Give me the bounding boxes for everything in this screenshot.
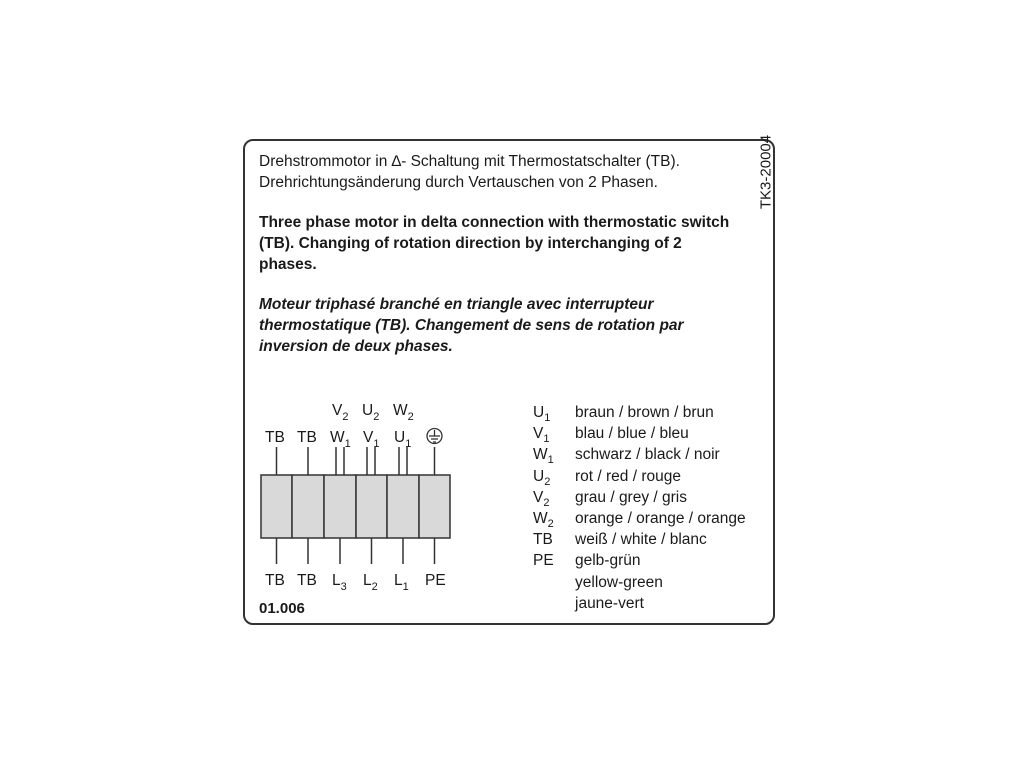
legend-description: yellow-green xyxy=(575,573,663,591)
label-code: TK3-20004 xyxy=(757,134,775,210)
terminal-block-diagram xyxy=(245,141,777,627)
terminal-label-bottom: TB xyxy=(265,572,285,589)
terminal-label-top: TB xyxy=(265,429,285,446)
legend-description: gelb-grün xyxy=(575,552,641,570)
legend-description: schwarz / black / noir xyxy=(575,446,720,464)
legend-description: blau / blue / bleu xyxy=(575,425,689,443)
wire-color-legend xyxy=(533,402,746,614)
legend-description: braun / brown / brun xyxy=(575,404,714,421)
terminal-label-top: $V_1$ xyxy=(363,429,380,450)
legend-code: $V_1$ xyxy=(533,425,550,446)
german-description: Drehstrommotor in ∆- Schaltung mit Thermostatschalter (TB). Drehrichtungsänderung durch Vertauschen von 2 Phasen. xyxy=(259,153,680,191)
terminal-cell xyxy=(419,475,450,538)
legend-row xyxy=(533,487,687,509)
earth-ground-icon xyxy=(427,429,442,444)
legend-code: $W_2$ xyxy=(533,509,554,530)
terminal-label-top: TB xyxy=(297,429,317,446)
terminal-label-bottom: $L_1$ xyxy=(394,572,409,593)
terminal-cell xyxy=(356,475,387,538)
legend-row xyxy=(533,423,689,446)
legend-code: $U_1$ xyxy=(533,404,551,424)
terminal-label-bottom: $L_3$ xyxy=(332,572,347,593)
legend-description: grau / grey / gris xyxy=(575,488,687,506)
legend-row xyxy=(533,550,663,571)
legend-row xyxy=(533,402,714,424)
figure-number: 01.006 xyxy=(259,600,305,617)
terminal-cell xyxy=(387,475,419,538)
terminal-label-bottom: TB xyxy=(297,572,317,589)
legend-row xyxy=(533,466,681,488)
legend-code: PE xyxy=(533,552,554,570)
legend-description: orange / orange / orange xyxy=(575,509,746,527)
terminal-label-bottom: PE xyxy=(425,572,446,589)
french-description: Moteur triphasé branché en triangle avec interrupteur thermostatique (TB). Changement de sens de rotation par inversion de deux phases. xyxy=(259,296,684,355)
legend-code: TB xyxy=(533,531,553,549)
terminal-label-top: $W_2$ xyxy=(393,402,414,423)
terminal-label-bottom: $L_2$ xyxy=(363,572,378,593)
terminal-label-top: $W_1$ xyxy=(330,429,351,450)
terminal-label-top: $V_2$ xyxy=(332,402,349,423)
terminal-cell xyxy=(324,475,356,538)
legend-code: $W_1$ xyxy=(533,446,554,467)
legend-code: $U_2$ xyxy=(533,467,551,488)
legend-row xyxy=(533,529,707,550)
wiring-label xyxy=(243,134,775,625)
english-description: Three phase motor in delta connection with thermostatic switch (TB). Changing of rotation direction by interchanging of 2 phases. xyxy=(259,214,730,273)
terminal-cell xyxy=(292,475,324,538)
terminal-cell xyxy=(261,475,292,538)
legend-code: $V_2$ xyxy=(533,488,550,509)
legend-row xyxy=(533,508,746,530)
terminal-label-top: $U_2$ xyxy=(362,402,380,423)
legend-description: weiß / white / blanc xyxy=(575,531,707,549)
terminal-label-top: $U_1$ xyxy=(394,429,412,450)
legend-description: jaune-vert xyxy=(575,594,644,612)
legend-description: rot / red / rouge xyxy=(575,467,681,485)
legend-row xyxy=(533,444,720,467)
